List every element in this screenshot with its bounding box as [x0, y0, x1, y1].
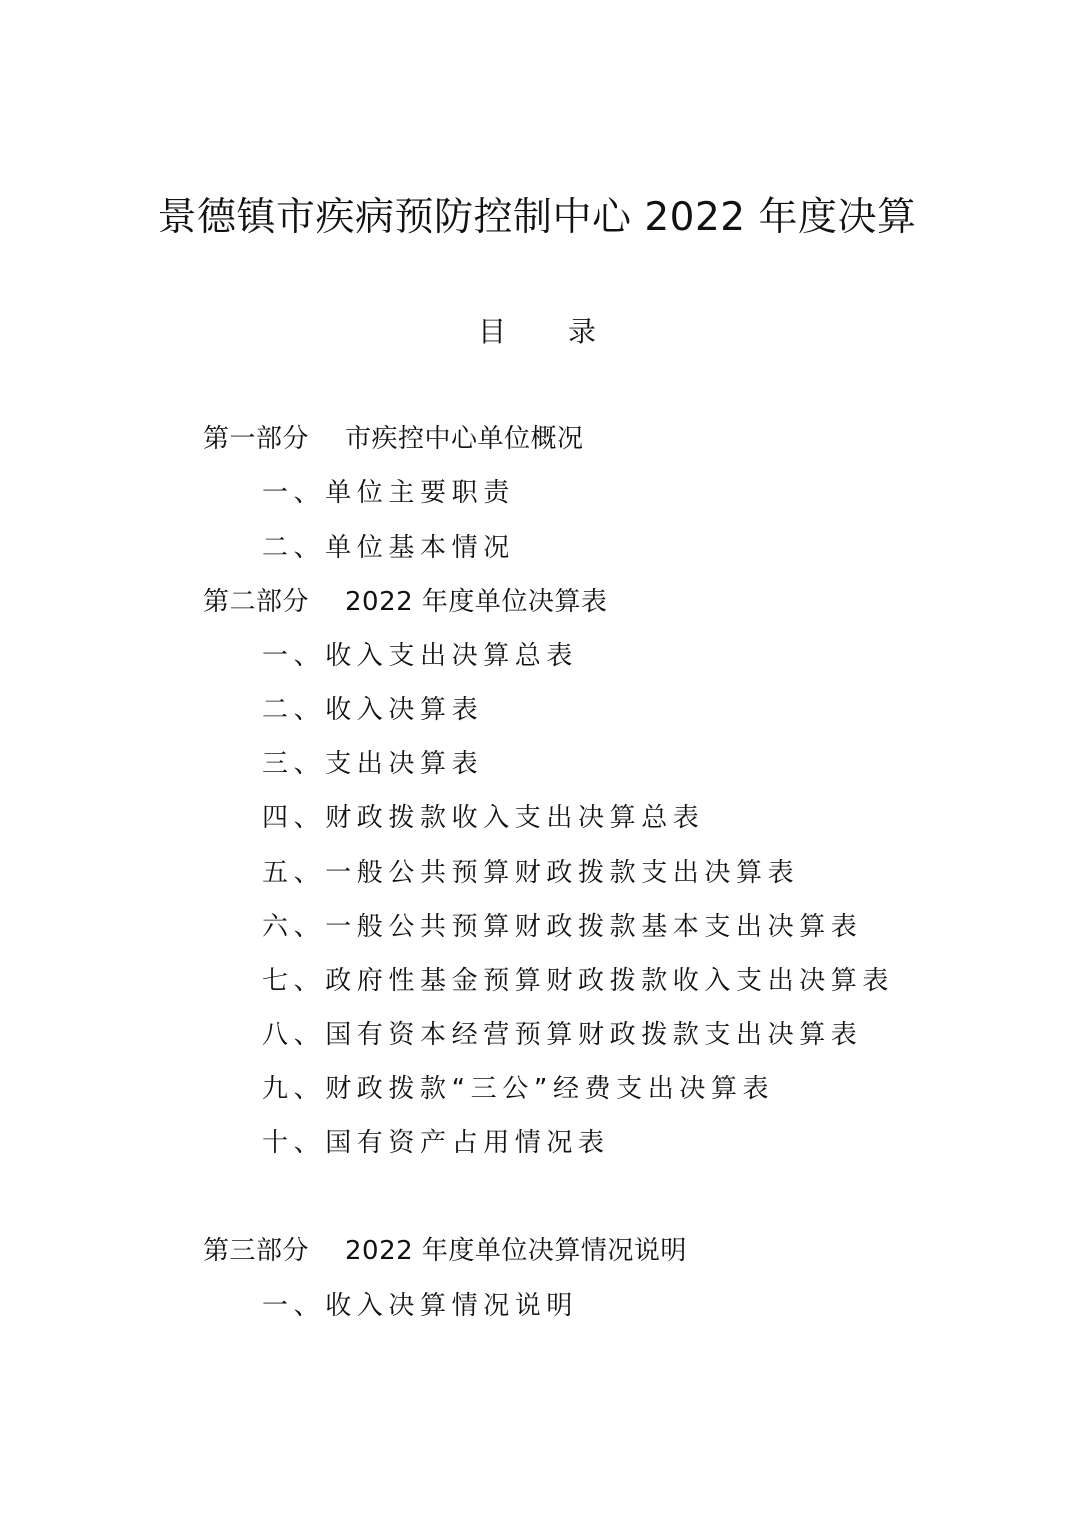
- toc-heading-char-1: 目: [477, 315, 506, 348]
- toc-item: 三、支出决算表: [262, 749, 484, 779]
- part-1-heading: [203, 421, 584, 457]
- part-title: 市疾控中心单位概况: [345, 424, 584, 454]
- toc-item: 一、收入支出决算总表: [262, 641, 579, 671]
- toc-item: 四、财政拨款收入支出决算总表: [262, 803, 705, 833]
- toc-item: 九、财政拨款“三公”经费支出决算表: [262, 1074, 775, 1104]
- toc-item: 五、一般公共预算财政拨款支出决算表: [262, 858, 800, 888]
- toc-item: 二、收入决算表: [262, 695, 484, 725]
- toc-item: 十、国有资产占用情况表: [262, 1128, 610, 1158]
- toc-item: 一、单位主要职责: [262, 478, 515, 508]
- part-number: 第一部分: [203, 424, 310, 454]
- toc-item: 一、收入决算情况说明: [262, 1291, 579, 1321]
- part-number: 第三部分: [203, 1236, 310, 1266]
- part-2-heading: [203, 584, 607, 620]
- part-3-heading: [203, 1233, 687, 1269]
- toc-item: 七、政府性基金预算财政拨款收入支出决算表: [262, 966, 895, 996]
- toc-item: 八、国有资本经营预算财政拨款支出决算表: [262, 1020, 863, 1050]
- toc-item: 二、单位基本情况: [262, 533, 515, 563]
- part-number: 第二部分: [203, 587, 310, 617]
- toc-item: 六、一般公共预算财政拨款基本支出决算表: [262, 912, 863, 942]
- document-title: 景德镇市疾病预防控制中心 2022 年度决算: [157, 195, 917, 240]
- part-title: 2022 年度单位决算表: [345, 587, 608, 617]
- toc-heading-char-2: 录: [568, 315, 597, 348]
- part-title: 2022 年度单位决算情况说明: [345, 1236, 687, 1266]
